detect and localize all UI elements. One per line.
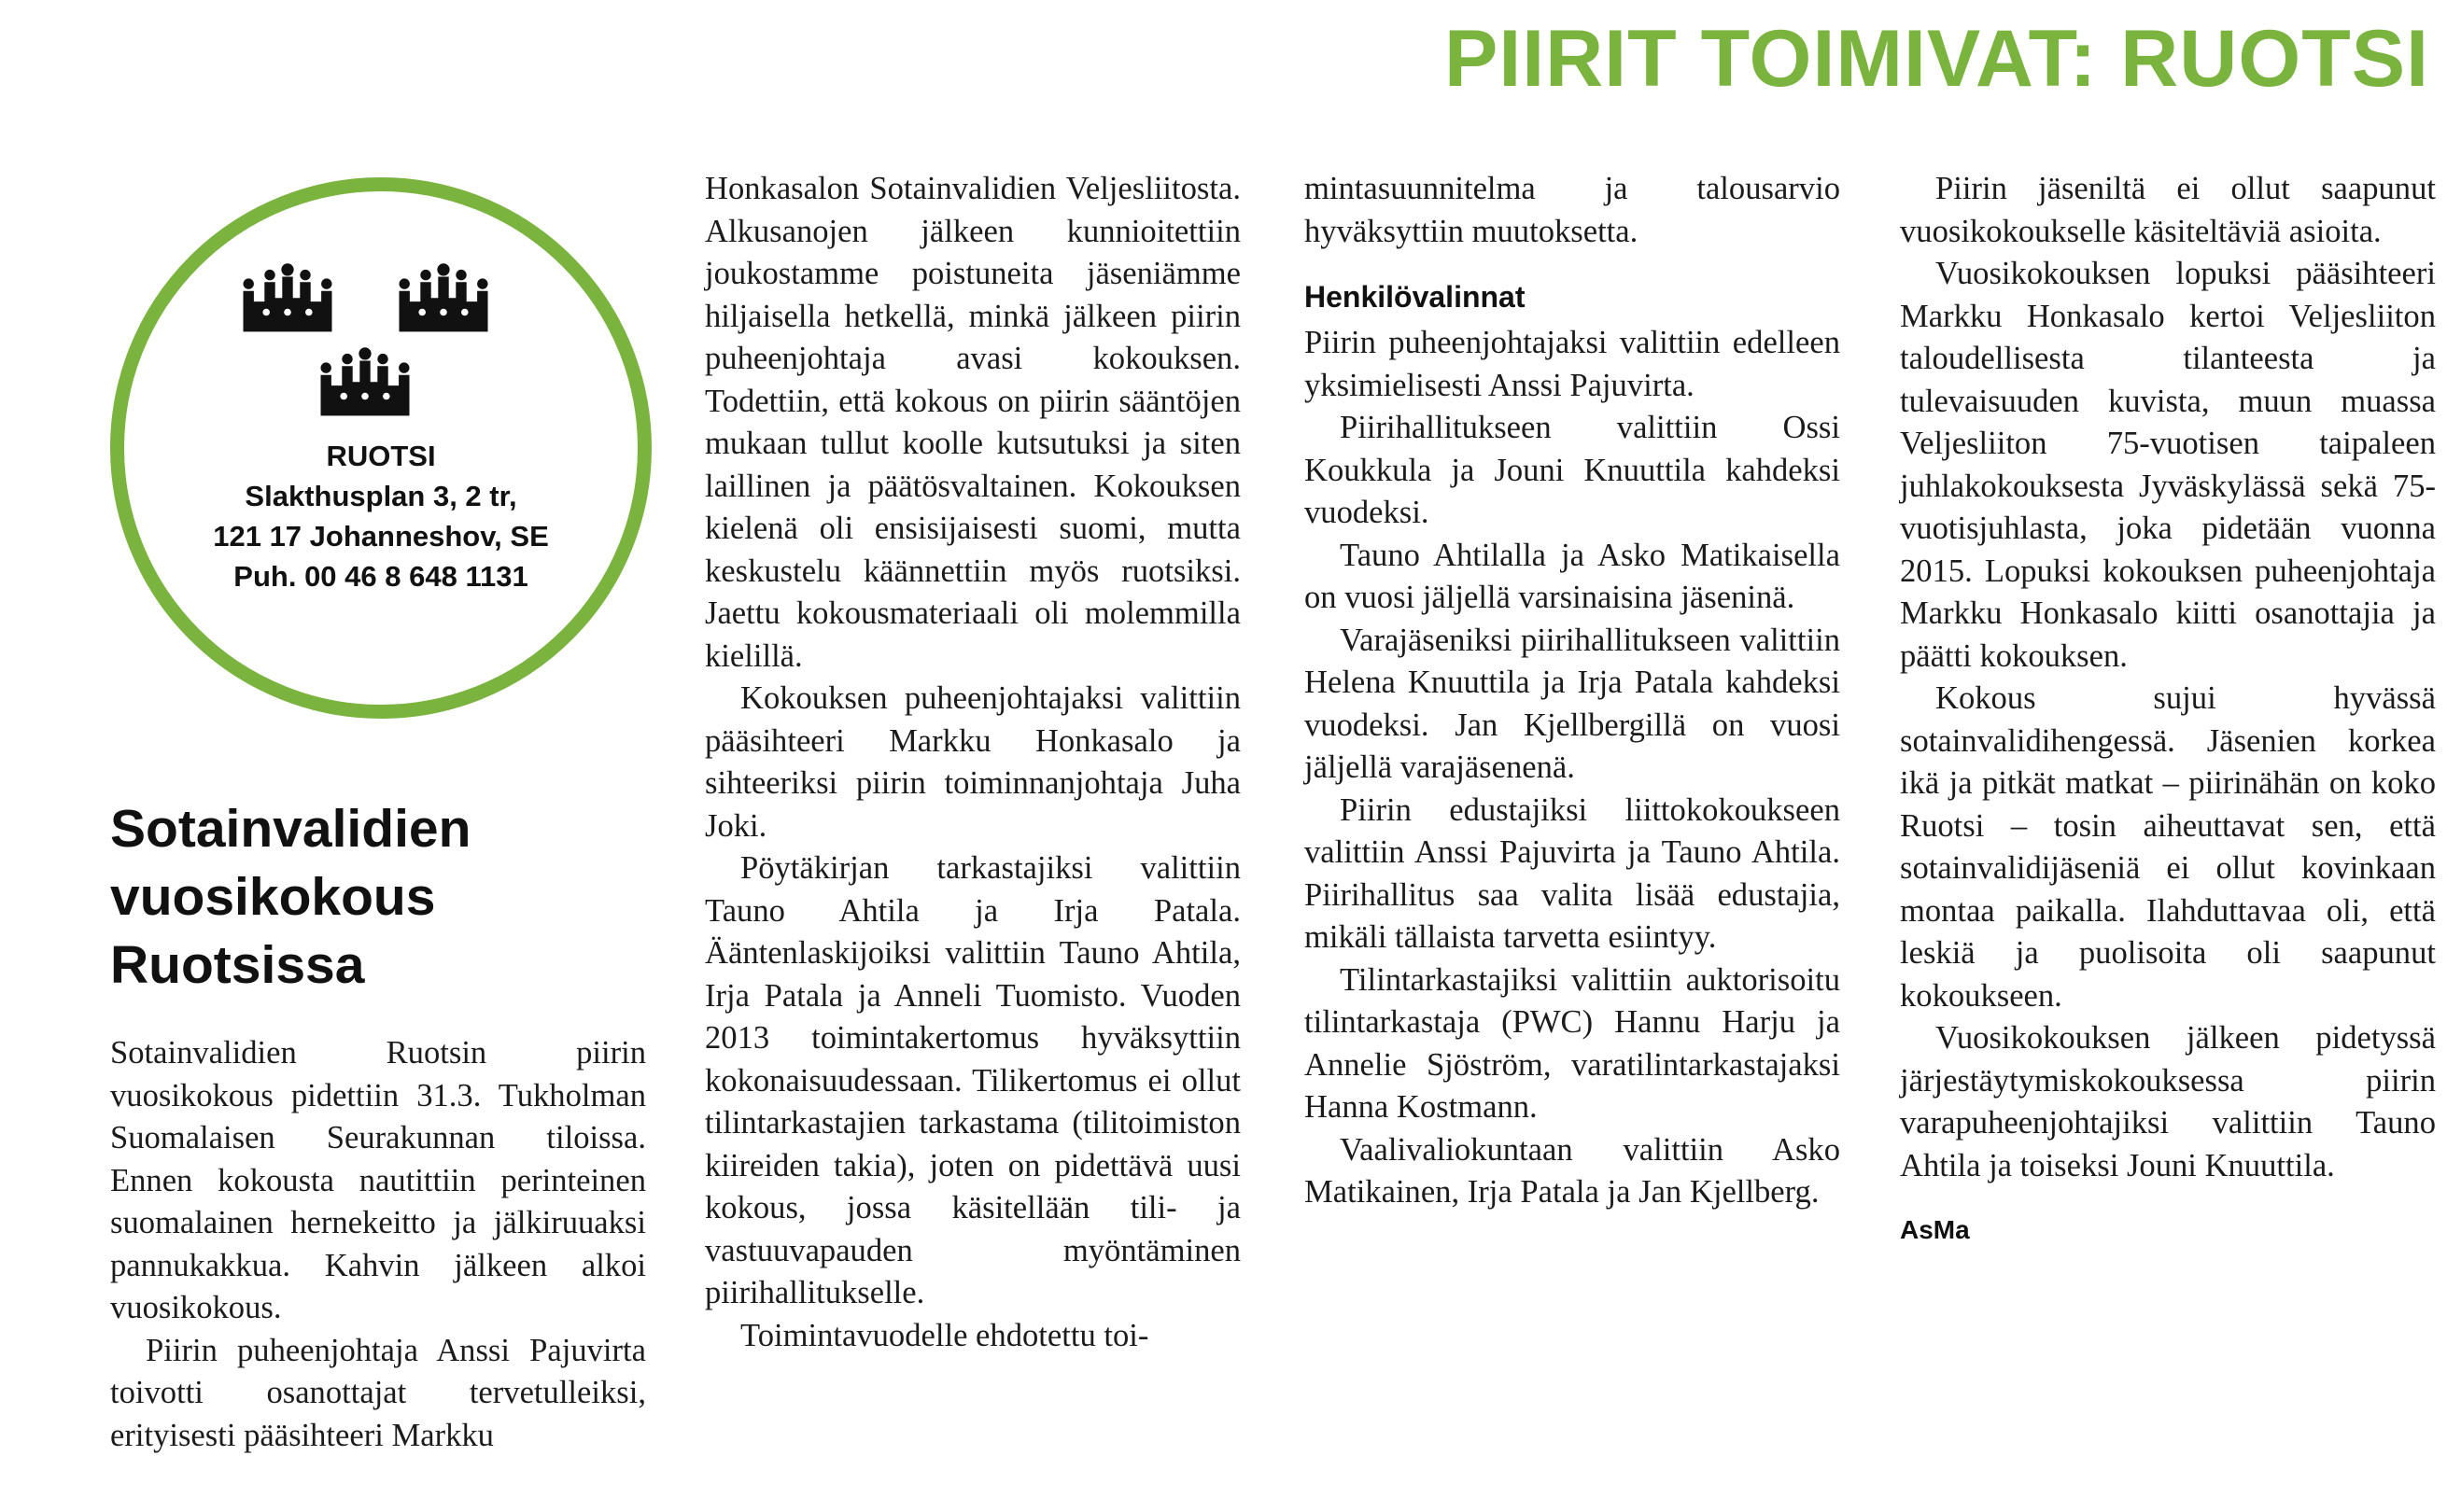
crown-icon	[244, 263, 332, 331]
paragraph: Piirin jäseniltä ei ollut saapunut vuosikokoukselle käsiteltäviä asioita.	[1900, 171, 2436, 249]
contact-street: Slakthusplan 3, 2 tr,	[245, 480, 517, 512]
district-emblem	[110, 177, 652, 719]
paragraph: Kokous sujui hyvässä sotainvalidihengessä. Jäsenien korkea ikä ja pitkät matkat – piirinähän on koko Ruotsi – tosin aiheuttavat sen, että sotainvalidijäseniä ei ollut kovinkaan montaa paikalla. Ilahduttavaa oli, että leskiä ja puolisoita oli saapunut kokoukseen.	[1900, 680, 2436, 1014]
article-column-2	[705, 168, 1241, 1357]
paragraph: Vuosikokouksen lopuksi pääsihteeri Markku Honkasalo kertoi Veljesliiton taloudellisesta tilanteesta ja tulevaisuuden kuvista, muun muassa Veljesliiton 75-vuotisen taipaleen juhlakokouksesta Jyväskylässä sekä 75-vuotisjuhlasta, joka pidetään vuonna 2015. Lopuksi kokouksen puheenjohtaja Markku Honkasalo kiitti osanottajia ja päätti kokouksen.	[1900, 256, 2436, 674]
paragraph: Piirihallitukseen valittiin Ossi Koukkula ja Jouni Knuuttila kahdeksi vuodeksi.	[1304, 410, 1840, 530]
headline-line: Sotainvalidien	[110, 799, 471, 859]
contact-block	[124, 436, 638, 596]
headline-line: Ruotsissa	[110, 935, 365, 995]
subheading: Henkilövalinnat	[1304, 280, 1526, 314]
article-column-1	[110, 1032, 646, 1457]
contact-city: 121 17 Johanneshov, SE	[213, 520, 549, 553]
three-crowns-icon	[124, 191, 638, 453]
paragraph: mintasuunnitelma ja talousarvio hyväksyttiin muutoksetta.	[1304, 171, 1840, 249]
headline-line: vuosikokous	[110, 867, 436, 927]
paragraph: Varajäseniksi piirihallitukseen valittiin Helena Knuuttila ja Irja Patala kahdeksi vuodeksi. Jan Kjellbergillä on vuosi jäljellä varajäsenenä.	[1304, 622, 1840, 785]
paragraph: Vuosikokouksen jälkeen pidetyssä järjestäytymiskokouksessa piirin varapuheenjohtajiksi valittiin Tauno Ahtila ja toiseksi Jouni Knuuttila.	[1900, 1020, 2436, 1183]
article-headline	[110, 795, 670, 1000]
paragraph: Vaalivaliokuntaan valittiin Asko Matikainen, Irja Patala ja Jan Kjellberg.	[1304, 1131, 1840, 1210]
article-column-4	[1900, 168, 2436, 1247]
author-byline: AsMa	[1900, 1215, 1970, 1244]
crown-icon	[400, 263, 488, 331]
section-header: PIIRIT TOIMIVAT: RUOTSI	[1444, 14, 2429, 104]
crown-icon	[321, 347, 410, 415]
paragraph: Kokouksen puheenjohtajaksi valittiin pääsihteeri Markku Honkasalo ja sihteeriksi piirin toiminnanjohtaja Juha Joki.	[705, 680, 1241, 844]
paragraph: Sotainvalidien Ruotsin piirin vuosikokous pidettiin 31.3. Tukholman Suomalaisen Seurakunnan tiloissa. Ennen kokousta nautittiin perinteinen suomalainen hernekeitto ja jälkiruuaksi pannukakkua. Kahvin jälkeen alkoi vuosikokous.	[110, 1035, 646, 1325]
article-column-3	[1304, 168, 1840, 1214]
paragraph: Honkasalon Sotainvalidien Veljesliitosta. Alkusanojen jälkeen kunnioitettiin joukostamme poistuneita jäseniämme hiljaisella hetkellä, minkä jälkeen piirin puheenjohtaja avasi kokouksen. Todettiin, että kokous on piirin sääntöjen mukaan tullut koolle kutsutuksi ja siten laillinen ja päätösvaltainen. Kokouksen kielenä oli ensisijaisesti suomi, mutta keskustelu käännettiin myös ruotsiksi. Jaettu kokousmateriaali oli molemmilla kielillä.	[705, 171, 1241, 674]
paragraph: Pöytäkirjan tarkastajiksi valittiin Tauno Ahtila ja Irja Patala. Ääntenlaskijoiksi valittiin Tauno Ahtila, Irja Patala ja Anneli Tuomisto. Vuoden 2013 toimintakertomus hyväksyttiin kokonaisuudessaan. Tilikertomus ei ollut tilintarkastajien tarkastama (tilitoimiston kiireiden takia), joten on pidettävä uusi kokous, jossa käsitellään tili- ja vastuuvapauden myöntäminen piirihallitukselle.	[705, 850, 1241, 1310]
paragraph: Piirin edustajiksi liittokokoukseen valittiin Anssi Pajuvirta ja Tauno Ahtila. Piirihallitus saa valita lisää edustajia, mikäli tällaista tarvetta esiintyy.	[1304, 791, 1840, 955]
paragraph: Piirin puheenjohtaja Anssi Pajuvirta toivotti osanottajat tervetulleiksi, erityisesti pääsihteeri Markku	[110, 1332, 646, 1453]
contact-phone: Puh. 00 46 8 648 1131	[233, 560, 528, 593]
paragraph: Tilintarkastajiksi valittiin auktorisoitu tilintarkastaja (PWC) Hannu Harju ja Annelie Sjöström, varatilintarkastajaksi Hanna Kostmann.	[1304, 961, 1840, 1125]
paragraph: Tauno Ahtilalla ja Asko Matikaisella on vuosi jäljellä varsinaisina jäseninä.	[1304, 537, 1840, 615]
paragraph: Toimintavuodelle ehdotettu toi-	[740, 1317, 1149, 1353]
contact-country: RUOTSI	[326, 440, 436, 472]
paragraph: Piirin puheenjohtajaksi valittiin edelleen yksimielisesti Anssi Pajuvirta.	[1304, 325, 1840, 403]
